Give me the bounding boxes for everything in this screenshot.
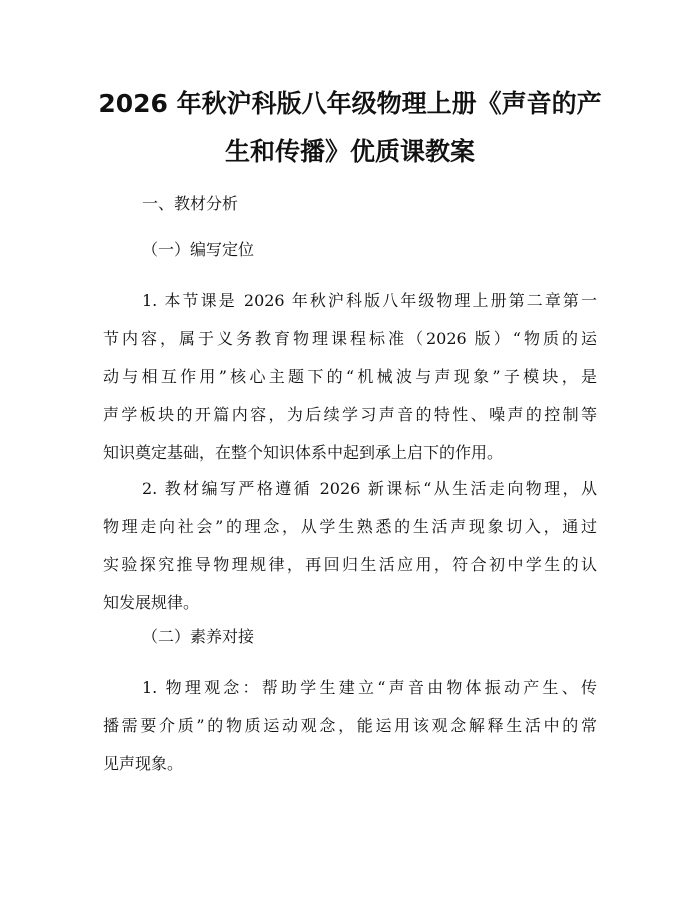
paragraph-2-line: 知发展规律。 <box>103 593 200 612</box>
document-title-line-1: 2026 年秋沪科版八年级物理上册《声音的产 <box>98 89 602 118</box>
paragraph-3 <box>103 669 597 783</box>
paragraph-3-line: 1. 物理观念：帮助学生建立“声音由物体振动产生、传 <box>142 678 597 697</box>
document-title-line-2: 生和传播》优质课教案 <box>224 137 475 166</box>
paragraph-1-line: 声学板块的开篇内容，为后续学习声音的特性、噪声的控制等 <box>103 405 597 424</box>
paragraph-1-line: 节内容，属于义务教育物理课程标准（2026 版）“物质的运 <box>103 329 597 348</box>
subsection-heading-positioning: （一）编写定位 <box>142 240 255 259</box>
paragraph-1-line: 动与相互作用”核心主题下的“机械波与声现象”子模块，是 <box>103 367 597 386</box>
paragraph-1-line: 知识奠定基础，在整个知识体系中起到承上启下的作用。 <box>103 443 504 462</box>
paragraph-2 <box>103 470 597 622</box>
paragraph-3-line: 见声现象。 <box>103 754 184 773</box>
paragraph-2-line: 实验探究推导物理规律，再回归生活应用，符合初中学生的认 <box>103 555 597 574</box>
paragraph-1-line: 1. 本节课是 2026 年秋沪科版八年级物理上册第二章第一 <box>142 291 597 310</box>
paragraph-2-line: 物理走向社会”的理念，从学生熟悉的生活声现象切入，通过 <box>103 517 597 536</box>
section-heading-textbook-analysis: 一、教材分析 <box>142 194 239 213</box>
paragraph-3-line: 播需要介质”的物质运动观念，能运用该观念解释生活中的常 <box>103 716 597 735</box>
paragraph-2-line: 2. 教材编写严格遵循 2026 新课标“从生活走向物理，从 <box>142 479 597 498</box>
subsection-heading-competency: （二）素养对接 <box>142 627 255 646</box>
paragraph-1 <box>103 282 597 472</box>
